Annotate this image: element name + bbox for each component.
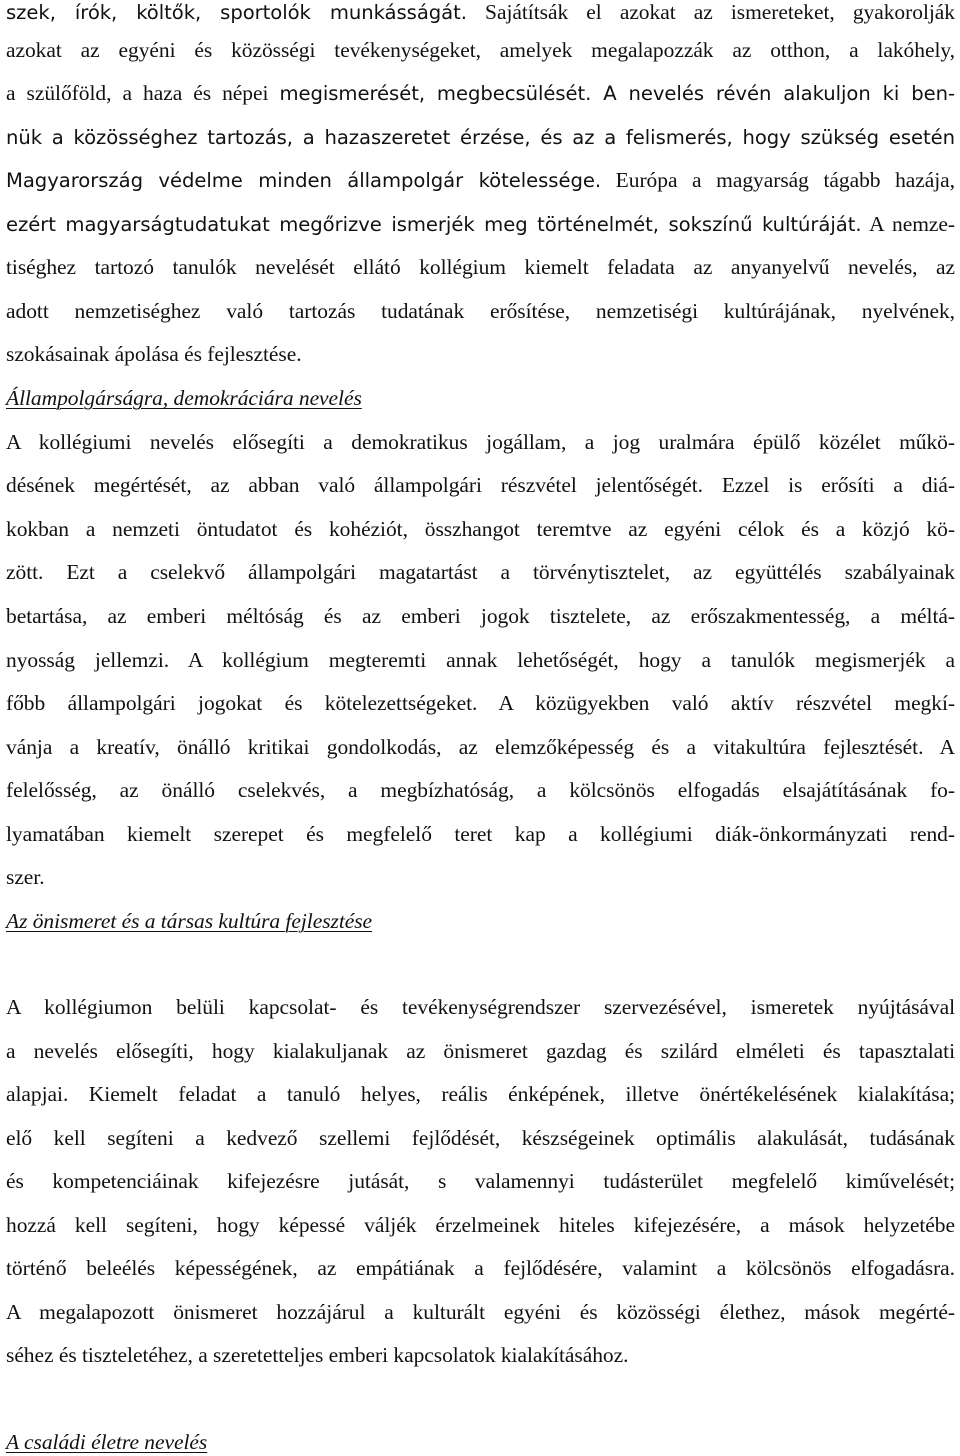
text-line [6,1080,955,1108]
section-heading [6,384,955,412]
text-line [6,515,955,543]
text-run: Sajátítsák el azokat az ismereteket, gyakorolják [466,0,955,24]
text-line [6,1037,955,1065]
text-run: a nevelés elősegíti, hogy kialakuljanak az önismeret gazdag és szilárd elméleti és tapasztalati [6,1039,955,1063]
text-run: zött. Ezt a cselekvő állampolgári magatartást a törvénytisztelet, az együttélés szabályainak [6,560,955,584]
text-run: ezért magyarságtudatukat megőrizve ismerjék meg történelmét, sokszínű kultúráját. [6,213,862,236]
text-run: désének megértését, az abban való állampolgári részvétel jelentőségét. Ezzel is erősíti a diá- [6,473,955,497]
text-run: A családi életre nevelés [6,1430,208,1454]
text-line [6,297,955,325]
text-run: hozzá kell segíteni, hogy képessé váljék érzelmeinek hiteles kifejezésére, a mások helyzetébe [6,1213,955,1237]
text-run: Magyarország védelme minden állampolgár kötelessége. [6,169,602,192]
text-line [6,428,955,456]
text-line [6,1341,955,1369]
text-line [6,210,955,238]
text-run: kokban a nemzeti öntudatot és kohéziót, összhangot teremtve az egyéni célok és a közjó kö- [6,517,955,541]
text-run: adott nemzetiséghez való tartozás tudatának erősítése, nemzetiségi kultúrájának, nyelvének, [6,299,955,323]
text-run: Az önismeret és a társas kultúra fejlesztése [6,909,373,933]
text-line [6,689,955,717]
text-line [6,646,955,674]
text-run: és kompetenciáinak kifejezésre jutását, s valamennyi tudásterület megfelelő kiművelését; [6,1169,955,1193]
text-line [6,0,955,26]
section-heading [6,1428,955,1456]
text-line [6,820,955,848]
text-run: séhez és tiszteletéhez, a szeretetteljes emberi kapcsolatok kialakításához. [6,1343,629,1367]
text-line [6,253,955,281]
text-run: felelősség, az önálló cselekvés, a megbízhatóság, a kölcsönös elfogadás elsajátításának fo- [6,778,955,802]
text-run: lyamatában kiemelt szerepet és megfelelő teret kap a kollégiumi diák-önkormányzati rend- [6,822,955,846]
text-line [6,1124,955,1152]
section-heading [6,907,955,935]
text-line [6,1167,955,1195]
text-run: A kollégiumon belüli kapcsolat- és tevékenységrendszer szervezésével, ismeretek nyújtásával [6,995,955,1019]
text-line [6,1211,955,1239]
text-run: nük a közösséghez tartozás, a hazaszeretet érzése, és az a felismerés, hogy szükség esetén [6,126,955,149]
text-run: vánja a kreatív, önálló kritikai gondolkodás, az elemzőképesség és a vitakultúra fejlesztését. A [6,735,955,759]
text-run: A kollégiumi nevelés elősegíti a demokratikus jogállam, a jog uralmára épülő közélet műkö- [6,430,955,454]
text-run: A megalapozott önismeret hozzájárul a kulturált egyéni és közösségi élethez, mások megérté- [6,1300,955,1324]
text-run: szokásainak ápolása és fejlesztése. [6,342,302,366]
text-line [6,1254,955,1282]
text-line [6,733,955,761]
text-run: azokat az egyéni és közösségi tevékenységeket, amelyek megalapozzák az otthon, a lakóhely, [6,38,955,62]
text-line [6,993,955,1021]
text-run: tiséghez tartozó tanulók nevelését ellátó kollégium kiemelt feladata az anyanyelvű nevelés, az [6,255,955,279]
text-run: főbb állampolgári jogokat és kötelezettségeket. A közügyekben való aktív részvétel megkí- [6,691,955,715]
text-run: megismerését, megbecsülését. A nevelés révén alakuljon ki ben- [279,82,955,105]
text-line [6,166,955,194]
text-run: betartása, az emberi méltóság és az emberi jogok tisztelete, az erőszakmentesség, a méltá- [6,604,955,628]
text-run: Állampolgárságra, demokráciára nevelés [6,386,362,410]
text-run: elő kell segíteni a kedvező szellemi fejlődését, készségeinek optimális alakulását, tudásának [6,1126,955,1150]
text-run: szek, írók, költők, sportolók munkásságát. [6,1,467,24]
text-line [6,1298,955,1326]
text-line [6,863,955,891]
text-line [6,340,955,368]
text-run: nyosság jellemzi. A kollégium megteremti annak lehetőségét, hogy a tanulók megismerjék a [6,648,955,672]
text-run: történő beleélés képességének, az empátiának a fejlődésére, valamint a kölcsönös elfogadásra. [6,1256,955,1280]
text-line [6,471,955,499]
text-run: alapjai. Kiemelt feladat a tanuló helyes, reális énképének, illetve önértékelésének kialakítása; [6,1082,955,1106]
text-run: Európa a magyarság tágabb hazája, [601,168,955,192]
text-line [6,558,955,586]
text-run: a szülőföld, a haza és népei [6,81,280,105]
text-line [6,776,955,804]
text-line [6,36,955,64]
text-line [6,123,955,151]
text-run: szer. [6,865,45,889]
text-run: A nemze- [861,212,956,236]
text-line [6,79,955,107]
text-line [6,602,955,630]
